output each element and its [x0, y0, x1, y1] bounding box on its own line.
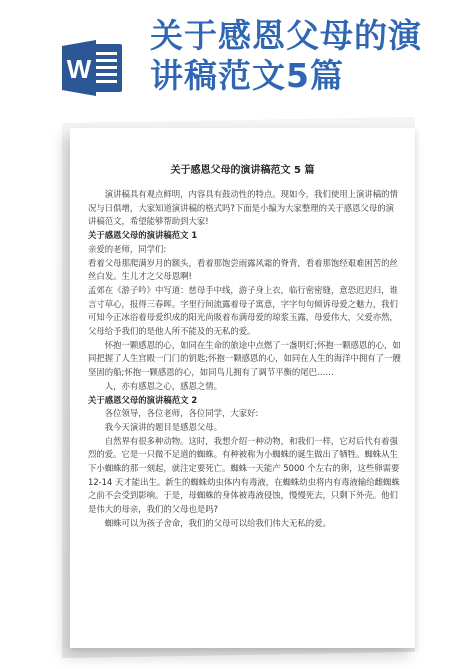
banner-title-line2: 讲稿范文5篇 [150, 56, 344, 95]
paragraph: 人，亦有感恩之心，感恩之情。 [104, 380, 223, 391]
paragraph: 自然界有很多种动物。这时，我想介绍一种动物，和我们一样，它对后代有着强烈的爱。它是一只微不足道的蜘蛛。有种被称为小蜘蛛的诞生做出了牺牲。蜘蛛从生下小蜘蛛的那一刻起，就注定要死亡。蜘蛛一天能产 5000 个左右的卵，这些卵需要 12-14 天才能出生。新生的蜘蛛幼虫体内有毒液，在蜘蛛幼虫将内有毒液输给雌蜘蛛之前不会受到影响。于是，母蜘蛛的身体被毒液侵蚀，慢慢死去，只剩下外壳。他们是伟大的母亲，我们的父母也是吗? [88, 435, 400, 515]
banner [0, 0, 474, 128]
document-page [70, 128, 415, 648]
document-body [88, 188, 402, 531]
paragraph: 各位领导，各位老师，各位同学，大家好: [104, 408, 259, 419]
paragraph: 看着父母那爬满岁月的额头，看着那饱尝雨露风霜的脊背，看着那饱经艰难困苦的丝丝白发。生儿才之父母恩啊! [88, 257, 398, 282]
section-heading: 关于感恩父母的演讲稿范文 2 [88, 394, 198, 405]
paragraph: 演讲稿具有观点鲜明，内容具有鼓动性的特点。现如今，我们使用上演讲稿的情况与日俱增，大家知道演讲稿的格式吗?下面是小编为大家整理的关于感恩父母的演讲稿范文，希望能够帮助到大家! [88, 189, 398, 227]
paragraph: 孟郊在《游子吟》中写道：慈母手中线，游子身上衣，临行密密缝，意恐迟迟归，谁言寸草心，报得三春晖。字里行间流露着母子寓意，字字句句倾诉母爱之魅力，我们可知今正冰浴着母爱织成的阳光尚吸着布满母爱的琼浆玉露，母爱伟大，父爱亦然，父母给予我们的是他人所不能及的无私的爱。 [88, 284, 398, 337]
paragraph: 怀抱一颗感恩的心，如同在生命的旅途中点燃了一盏明灯;怀抱一颗感恩的心，如同把握了人生宫殿一门门的钥匙;怀抱一颗感恩的心，如同在人生的海洋中拥有了一艘坚固的船;怀抱一颗感恩的心，如同鸟儿拥有了调节平衡的尾巴…… [88, 339, 401, 378]
section-heading: 关于感恩父母的演讲稿范文 1 [88, 230, 198, 241]
paragraph: 亲爱的老师，同学们: [88, 243, 167, 254]
document-title: 关于感恩父母的演讲稿范文 5 篇 [170, 165, 315, 176]
banner-title [150, 16, 470, 96]
paragraph: 我今天演讲的题目是感恩父母。 [104, 421, 223, 432]
paragraph: 蜘蛛可以为孩子舍命，我们的父母可以给我们伟大无私的爱。 [104, 517, 331, 528]
word-document-icon [62, 40, 124, 96]
banner-title-line1: 关于感恩父母的演 [150, 16, 422, 55]
word-letter: W [66, 54, 92, 84]
